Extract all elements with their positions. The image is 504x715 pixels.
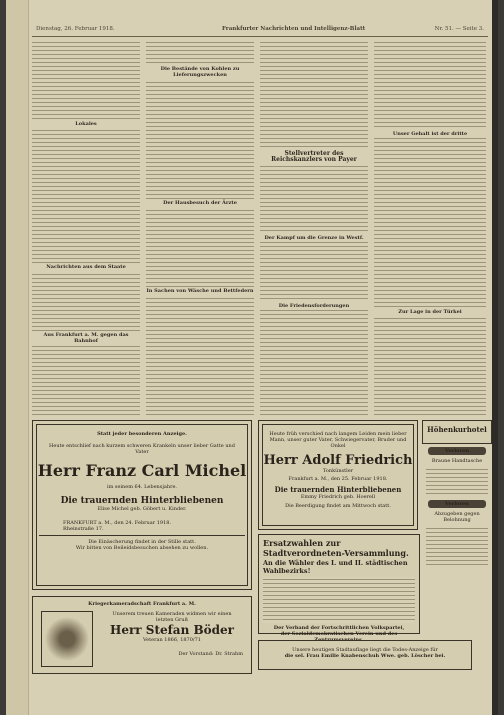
funeral-info: Die Beerdigung findet am Mittwoch statt.	[285, 503, 391, 509]
deceased-name: Herr Adolf Friedrich	[263, 453, 413, 468]
notice-line: die sel. Frau Emilie Knabenschuh Wwe. geb. Löscher bei.	[284, 653, 446, 659]
deceased-age: im seinem 64. Lebensjahre.	[106, 484, 178, 490]
deceased-name: Herr Franz Carl Michel	[37, 461, 247, 480]
deceased-name: Herr Stefan Böder	[110, 623, 234, 637]
election-subtitle: An die Wähler des I. und II. städtischen Wahlbezirks!	[263, 559, 408, 575]
column-heading: Lokales	[32, 120, 140, 128]
header-page: Nr. 51. — Seite 3.	[434, 26, 484, 32]
visit-note: Wir bitten von Beileidsbesuchen absehen zu wollen.	[75, 545, 209, 551]
newspaper-page	[6, 0, 498, 715]
lost-tag: Verloren	[428, 500, 486, 508]
column-heading: Der Hausbesuch der Ärzte	[146, 199, 254, 207]
funeral-info: Die Einäscherung findet in der Stille statt.	[88, 539, 196, 545]
hotel-ad: Höhenkurhotel	[422, 420, 492, 444]
mourners: Die trauernden Hinterbliebenen	[60, 496, 224, 506]
deceased-title: Tonkünstler	[322, 468, 354, 474]
column-heading: Unser Gehalt ist der dritte	[374, 130, 486, 138]
notice-text: Unserem treuen Kameraden widmen wir einen letzten Gruß	[112, 611, 232, 623]
text-column-1	[32, 40, 140, 415]
column-heading: Der Kampf um die Grenze in Westf.	[260, 234, 368, 242]
text-column-4	[374, 40, 486, 415]
notice-street: Rheinstraße 17.	[63, 526, 104, 532]
cross-emblem	[41, 611, 93, 667]
lost-tag: Verloren	[428, 447, 486, 455]
notice-text: Heute entschlief nach kurzem schweren Krankeln unser lieber Gatte und Vater	[49, 443, 235, 455]
notice-intro: Statt jeder besonderen Anzeige.	[97, 431, 187, 437]
signature: Der Vorstand: Dr. Strahm	[178, 651, 243, 657]
column-heading: Aus Frankfurt a. M. gegen das Bahnhof	[32, 331, 140, 345]
deceased-title: Veteran 1866, 1870/71	[143, 637, 201, 643]
notice-place: Frankfurt a. M., den 25. Februar 1918.	[288, 476, 388, 482]
page-header	[32, 24, 488, 37]
lost-item: Braune Handtasche	[431, 458, 483, 464]
notice-line: Unsere heutigen Stadtauflage liegt die Todes-Anzeige für	[292, 647, 438, 653]
column-heading: In Sachen von Wäsche und Bettfedern	[146, 288, 254, 294]
family-names: Emmy Friedrich geb. Hoerell	[300, 494, 376, 500]
column-heading: Stellvertreter des Reichskanzlers von Payer	[260, 150, 368, 164]
election-footer: der Sozialdemokratischen Verein und des	[280, 631, 398, 637]
text-column-2	[146, 40, 254, 415]
family-names: Elise Michel geb. Göbert u. Kinder.	[97, 506, 187, 512]
page-margin	[6, 0, 29, 715]
death-notice-boeder	[32, 596, 252, 674]
lost-reward: Abzugeben gegen Belohnung	[434, 511, 480, 523]
scan-border	[492, 0, 498, 715]
column-heading: Die Friedensforderungen	[260, 302, 368, 310]
organization: Kriegerkameradschaft Frankfurt a. M.	[88, 601, 196, 607]
column-heading: Zur Lage in der Türkei	[374, 308, 486, 316]
bottom-notice	[258, 640, 472, 670]
election-notice	[258, 534, 420, 637]
death-notice-michel	[32, 420, 252, 590]
small-ads-column	[422, 420, 492, 585]
text-column-3	[260, 40, 368, 415]
notice-text: Heute früh verschied nach langem Leiden mein lieber Mann, unser guter Vater, Schwiegervater, Bruder und Onkel	[269, 431, 407, 449]
election-title: Ersatzwahlen zur Stadtverordneten-Versammlung.	[263, 538, 409, 558]
header-date: Dienstag, 26. Februar 1918.	[36, 26, 115, 32]
column-heading: Nachrichten aus dem Staate	[32, 263, 140, 271]
death-notice-friedrich	[258, 420, 418, 530]
header-title: Frankfurter Nachrichten und Intelligenz-Blatt	[222, 26, 366, 32]
column-heading: Die Bestände von Kohlen zu Lieferungszwecken	[146, 65, 254, 79]
election-footer: Der Verband der Fortschrittlichen Volkspartei,	[273, 625, 405, 631]
notice-place: FRANKFURT a. M., den 24. Februar 1918.	[63, 520, 172, 526]
mourners: Die trauernden Hinterbliebenen	[274, 485, 402, 494]
